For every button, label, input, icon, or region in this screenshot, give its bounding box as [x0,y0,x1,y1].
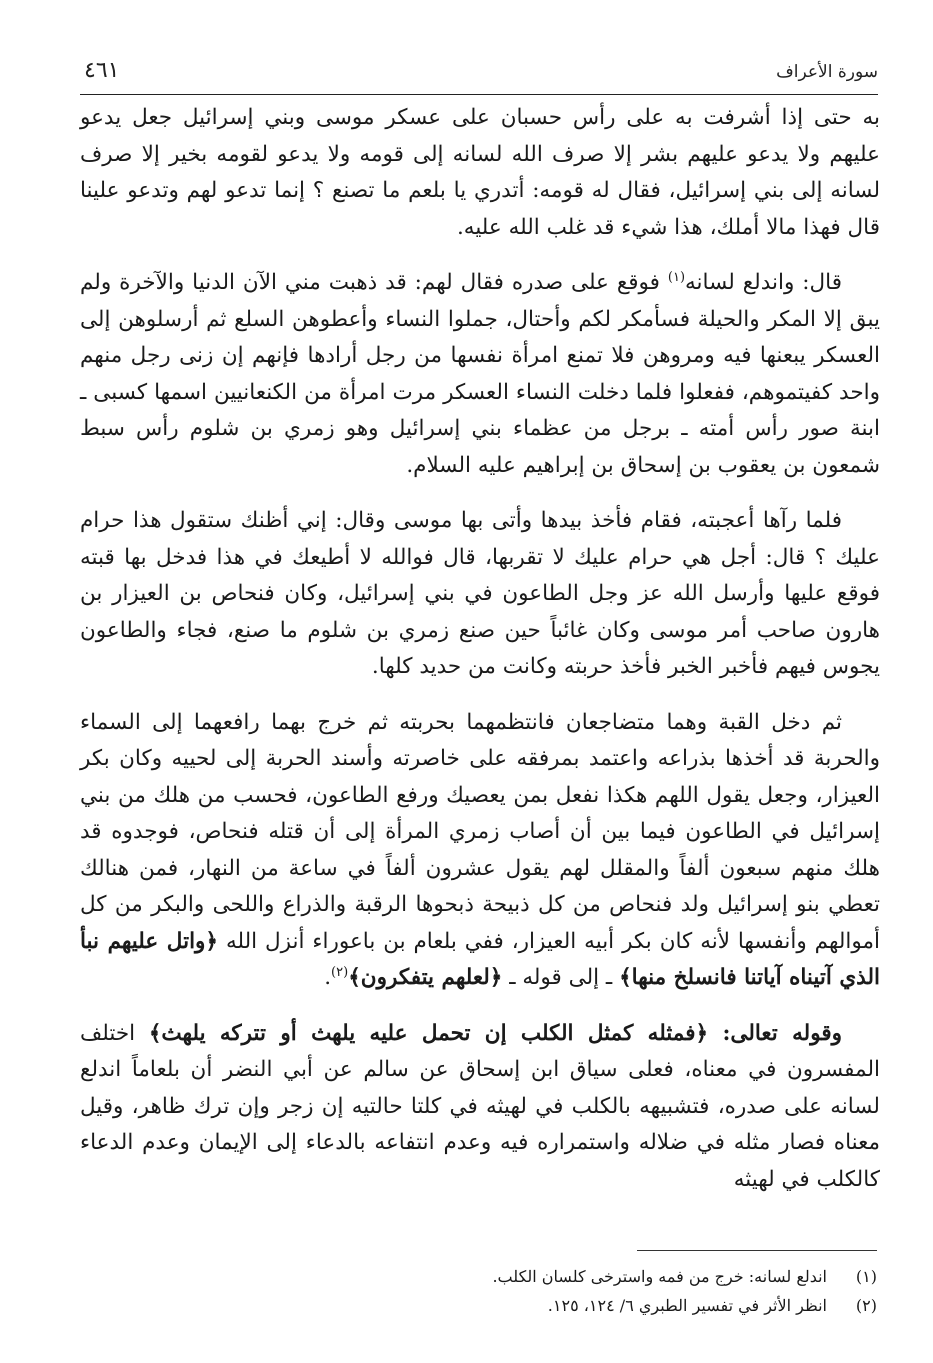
quran-quote-3: ﴿فمثله كمثل الكلب إن تحمل عليه يلهث أو تتركه يلهث﴾ [148,1020,709,1046]
verse-label: وقوله تعالى: [708,1020,842,1046]
paragraph-3 [80,503,880,686]
paragraph-5 [80,1016,880,1199]
page-number: ٤٦١ [84,58,120,83]
paragraph-4-end: . [324,965,332,990]
footnote-number: (١) [855,1267,877,1286]
main-text [80,100,880,1217]
footnotes [97,1262,877,1320]
footnote-ref-2: (٢) [331,964,349,980]
paragraph-1-text: به حتى إذا أشرفت به على رأس حسبان على عسكر موسى وبني إسرائيل جعل يدعو عليهم ولا يدعو عليهم بشر إلا صرف الله لسانه إلى قومه ولا يدعو لقومه بخير إلا صرف لسانه إلى بني إسرائيل، فقال له قومه: أتدري يا بلعم ما تصنع ؟ إنما تدعو لهم وتدعو علينا قال فهذا مالا أملك، هذا شيء قد غلب الله عليه. [80,105,880,240]
quran-quote-2: ﴿لعلهم يتفكرون﴾ [348,965,503,990]
surah-title: سورة الأعراف [776,62,878,82]
paragraph-4-middle: ـ إلى قوله ـ [502,965,620,990]
footnote-divider [637,1250,877,1251]
paragraph-3-text: فلما رآها أعجبته، فقام فأخذ بيدها وأتى بها موسى وقال: إني أظنك ستقول هذا حرام عليك ؟ قال: أجل هي حرام عليك لا تقربها، قال فوالله لا أطيعك في هذا فدخل بها قبته فوقع عليها وأرسل الله عز وجل الطاعون في بني إسرائيل، وكان فنحاص بن العيزار بن هارون صاحب أمر موسى وكان غائباً حين صنع زمري بن شلوم ما صنع، فجاء والطاعون يجوس فيهم فأخبر الخبر فأخذ حربته وكانت من حديد كلها. [80,508,880,679]
footnote-1 [97,1262,877,1291]
footnote-number: (٢) [855,1296,877,1315]
paragraph-5-rest: اختلف المفسرون في معناه، فعلى سياق ابن إسحاق عن سالم عن أبي النضر أن بلعاماً اندلع لسانه على صدره، فتشبيهه بالكلب في لهيثه في كلتا حالتيه إن زجر وإن ترك ظاهر، وقيل معناه فصار مثله في ضلاله واستمراره فيه وعدم انتفاعه بالدعاء إلى الإيمان وعدم الدعاء كالكلب في لهيثه [80,1020,880,1192]
footnote-text: اندلع لسانه: خرج من فمه واسترخى كلسان الكلب. [492,1267,827,1286]
paragraph-1 [80,100,880,246]
paragraph-4-start: ثم دخل القبة وهما متضاجعان فانتظمهما بحربته ثم خرج بهما رافعهما إلى السماء والحربة قد أخذها بذراعه واعتمد بمرفقه على خاصرته وأسند الحربة إلى لحييه وكان بكر العيزار، وجعل يقول اللهم هكذا نفعل بمن يعصيك ورفع الطاعون، فحسب من هلك من بني إسرائيل في الطاعون فيما بين أن أصاب زمري المرأة إلى أن قتله فنحاص، فوجدوه قد هلك منهم سبعون ألفاً والمقلل لهم يقول عشرون ألفاً في ساعة من النهار، فمن هنالك تعطي بنو إسرائيل ولد فنحاص من كل ذبيحة ذبحوها الرقبة والذراع واللحى والبكر من كل أموالهم وأنفسها لأنه كان بكر أبيه العيزار، ففي بلعام بن باعوراء أنزل الله [80,709,880,954]
paragraph-2-start: قال: واندلع لسانه [685,270,842,295]
footnote-2 [97,1291,877,1320]
paragraph-2 [80,265,880,484]
paragraph-2-rest: فوقع على صدره فقال لهم: قد ذهبت مني الآن الدنيا والآخرة ولم يبق إلا المكر والحيلة فسأمكر لكم وأحتال، جملوا النساء وأعطوهن السلع ثم أرسلوهن إلى العسكر يبعنها فيه ومروهن فلا تمنع امرأة نفسها من رجل أرادها فإنهم إن زنى رجل منهم واحد كفيتموهم، ففعلوا فلما دخلت النساء العسكر مرت امرأة من الكنعانيين اسمها كسبى ـ ابنة صور رأس أمته ـ برجل من عظماء بني إسرائيل وهو زمري بن شلوم رأس سبط شمعون بن يعقوب بن إسحاق بن إبراهيم عليه السلام. [80,270,880,478]
page-header [80,52,878,95]
footnote-ref-1: (١) [667,269,686,285]
quran-quote-1: ﴿واتل عليهم نبأ الذي آتيناه آياتنا فانسلخ منها﴾ [80,928,880,990]
paragraph-4 [80,705,880,997]
footnote-text: انظر الأثر في تفسير الطبري ٦/ ١٢٤، ١٢٥. [547,1296,827,1315]
